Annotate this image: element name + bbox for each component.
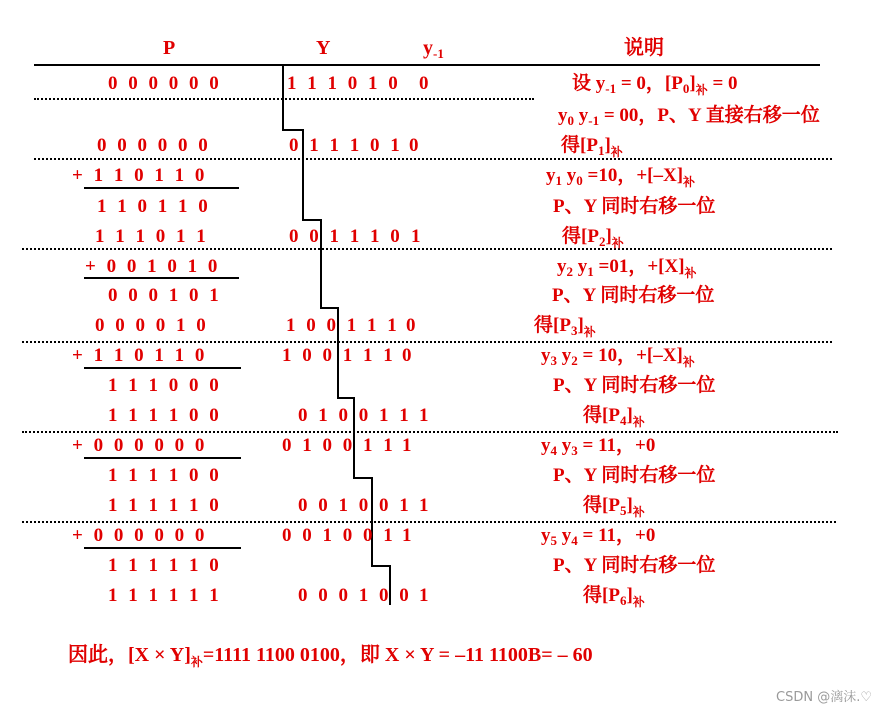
y-value-row-8: 1 0 0 1 1 1 <box>282 345 396 366</box>
note-row-6: $y_2$ $y_1 =01$，$+[X]_补$ <box>557 256 697 280</box>
note-row-9: $y_3$ $y_2 = 10$，$+[-X]_补$ <box>541 345 695 369</box>
p-value-row-7: 0 0 0 0 1 0 <box>95 315 209 336</box>
ym1-value-row-4: 1 <box>411 226 421 247</box>
p-value-row-12: 1 1 1 1 0 0 <box>108 465 222 486</box>
p-value-row-16: 1 1 1 1 1 1 <box>108 585 222 606</box>
ym1-value-row-10: 1 <box>419 405 429 426</box>
y-value-row-7: 1 0 0 1 1 1 <box>286 315 400 336</box>
ym1-value-row-1: 0 <box>409 135 419 156</box>
p-value-row-5: + 0 0 1 0 1 0 <box>85 256 221 277</box>
watermark: CSDN @漓沫.♡ <box>776 690 872 705</box>
p-value-row-9: 1 1 1 0 0 0 <box>108 375 222 396</box>
p-value-row-13: 1 1 1 1 1 0 <box>108 495 222 516</box>
y-value-row-13: 0 0 1 0 0 1 <box>298 495 412 516</box>
p-value-row-11: + 0 0 0 0 0 0 <box>72 435 208 456</box>
y-value-row-0: 1 1 1 0 1 0 <box>287 73 401 94</box>
y-value-row-11: 0 1 0 0 1 1 <box>282 435 396 456</box>
note-row-11: 得$[P_4]_补$ <box>583 405 645 429</box>
note-row-16: P、Y 同时右移一位 <box>553 555 716 576</box>
note-row-8: 得$[P_3]_补$ <box>534 315 596 339</box>
note-row-12: $y_4$ $y_3 = 11$，+0 <box>541 435 656 458</box>
y-value-row-1: 0 1 1 1 0 1 <box>289 135 403 156</box>
y-value-row-16: 0 0 0 1 0 0 <box>298 585 412 606</box>
ym1-value-row-8: 0 <box>402 345 412 366</box>
p-value-row-6: 0 0 0 1 0 1 <box>108 285 222 306</box>
y-value-row-4: 0 0 1 1 1 0 <box>289 226 403 247</box>
note-row-5: 得$[P_2]_补$ <box>562 226 624 250</box>
note-row-14: 得$[P_5]_补$ <box>583 495 645 519</box>
p-value-row-8: + 1 1 0 1 1 0 <box>72 345 208 366</box>
ym1-value-row-14: 1 <box>402 525 412 546</box>
note-row-7: P、Y 同时右移一位 <box>552 285 715 306</box>
p-value-row-14: + 0 0 0 0 0 0 <box>72 525 208 546</box>
note-row-0: 设 $y_{-1} = 0$，$[P_0]_补 = 0$ <box>572 73 738 97</box>
header-p: P <box>163 37 176 59</box>
ym1-value-row-16: 1 <box>419 585 429 606</box>
p-value-row-1: 0 0 0 0 0 0 <box>97 135 211 156</box>
note-row-2: 得$[P_1]_补$ <box>561 135 623 159</box>
ym1-value-row-7: 0 <box>406 315 416 336</box>
p-value-row-3: 1 1 0 1 1 0 <box>97 196 211 217</box>
p-value-row-15: 1 1 1 1 1 0 <box>108 555 222 576</box>
note-row-4: P、Y 同时右移一位 <box>553 196 716 217</box>
ym1-value-row-11: 1 <box>402 435 412 456</box>
note-row-1: $y_0$ $y_{-1} = 00$，P、Y 直接右移一位 <box>558 105 820 128</box>
header-y: Y <box>316 37 331 59</box>
p-value-row-4: 1 1 1 0 1 1 <box>95 226 209 247</box>
y-value-row-10: 0 1 0 0 1 1 <box>298 405 412 426</box>
p-value-row-2: + 1 1 0 1 1 0 <box>72 165 208 186</box>
p-value-row-0: 0 0 0 0 0 0 <box>108 73 222 94</box>
note-row-17: 得$[P_6]_补$ <box>583 585 645 609</box>
note-row-10: P、Y 同时右移一位 <box>553 375 716 396</box>
note-row-15: $y_5$ $y_4 = 11$，+0 <box>541 525 656 548</box>
ym1-value-row-13: 1 <box>419 495 429 516</box>
header-y-minus-1: $y_{-1}$ <box>423 37 444 61</box>
p-value-row-10: 1 1 1 1 0 0 <box>108 405 222 426</box>
y-value-row-14: 0 0 1 0 0 1 <box>282 525 396 546</box>
note-row-13: P、Y 同时右移一位 <box>553 465 716 486</box>
header-note: 说明 <box>624 37 664 59</box>
note-row-3: $y_1$ $y_0 =10$，$+[-X]_补$ <box>546 165 696 189</box>
conclusion-line: 因此，$[X \times Y]_补=1111$ 1100 0100，即 X × Y = –11 1100B= – 60 <box>68 644 593 669</box>
ym1-value-row-0: 0 <box>419 73 429 94</box>
